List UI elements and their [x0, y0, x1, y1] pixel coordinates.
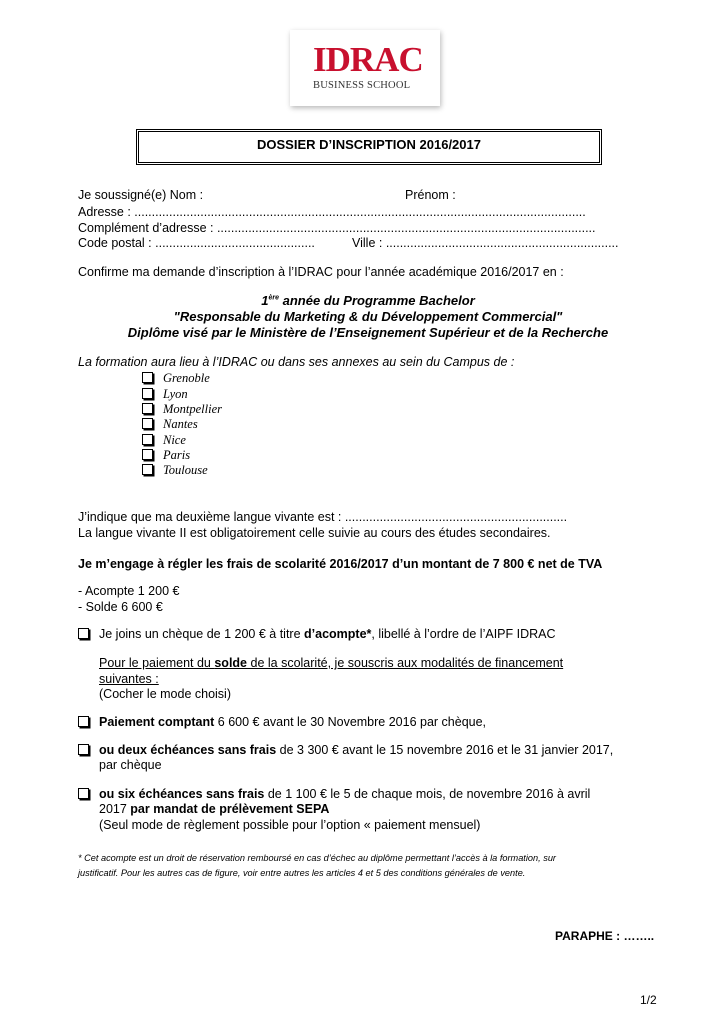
program-line-3: Diplôme visé par le Ministère de l’Enseignement Supérieur et de la Recherche: [127, 325, 609, 340]
option-text-line-2: par chèque: [99, 758, 162, 772]
option-bold: ou deux échéances sans frais: [99, 743, 277, 757]
campus-label: Nice: [163, 433, 186, 447]
checkbox-icon[interactable]: [142, 464, 153, 475]
ville-field[interactable]: Ville : ...................................................................: [352, 236, 619, 250]
option-text-line-2: [99, 802, 329, 816]
option-paiement-comptant[interactable]: [78, 715, 486, 729]
logo-subtitle: BUSINESS SCHOOL: [313, 80, 411, 91]
language-note: La langue vivante II est obligatoirement celle suivie au cours des études secondaires.: [78, 526, 551, 540]
option-text: 2017: [99, 802, 131, 816]
campus-label: Lyon: [163, 387, 188, 401]
checkbox-icon[interactable]: [142, 372, 153, 383]
fees-heading: Je m’engage à régler les frais de scolarité 2016/2017 d’un montant de 7 800 € net de TVA: [78, 557, 603, 571]
campus-option[interactable]: [142, 448, 190, 463]
payment-intro-hint: (Cocher le mode choisi): [99, 687, 231, 701]
campus-label: Grenoble: [163, 371, 210, 385]
acompte-line: - Acompte 1 200 €: [78, 584, 180, 598]
prenom-field[interactable]: Prénom :: [405, 188, 456, 202]
campus-option[interactable]: [142, 433, 186, 448]
payment-intro-text: Pour le paiement du: [99, 656, 215, 670]
campus-option[interactable]: [142, 402, 222, 417]
campus-option[interactable]: [142, 463, 208, 478]
payment-intro-text-end: de la scolarité, je souscris aux modalités de financement: [247, 656, 564, 670]
complement-adresse-field[interactable]: Complément d’adresse : .............................................................................................................: [78, 221, 596, 235]
program-line-1: [78, 293, 658, 308]
option-text: de 3 300 € avant le 15 novembre 2016 et le 31 janvier 2017,: [276, 743, 614, 757]
campus-label: Nantes: [163, 417, 198, 431]
logo-wordmark: IDRAC: [313, 40, 423, 79]
option-bold: par mandat de prélèvement SEPA: [130, 802, 330, 816]
program-year-sup: ère: [268, 294, 279, 302]
campus-intro: La formation aura lieu à l’IDRAC ou dans ses annexes au sein du Campus de :: [78, 355, 515, 369]
checkbox-icon[interactable]: [142, 449, 153, 460]
campus-label: Montpellier: [163, 402, 223, 416]
language-field[interactable]: J’indique que ma deuxième langue vivante est : ................................................................: [78, 510, 568, 524]
option-bold: Paiement comptant: [99, 715, 215, 729]
cheque-text: Je joins un chèque de 1 200 € à titre: [99, 627, 305, 641]
cheque-text-end: , libellé à l’ordre de l’AIPF IDRAC: [371, 627, 556, 641]
campus-option[interactable]: [142, 417, 198, 432]
footnote-line-1: * Cet acompte est un droit de réservation remboursé en cas d’échec au diplôme permettant l’accès à la formation, sur: [78, 853, 556, 863]
cheque-option[interactable]: [78, 627, 556, 641]
footnote-line-2: justificatif. Pour les autres cas de figure, voir entre autres les articles 4 et 5 des conditions générales de vente.: [78, 868, 526, 878]
campus-option[interactable]: [142, 371, 210, 386]
checkbox-icon[interactable]: [142, 403, 153, 414]
checkbox-icon[interactable]: [142, 388, 153, 399]
checkbox-icon[interactable]: [142, 418, 153, 429]
option-text: de 1 100 € le 5 de chaque mois, de novembre 2016 à avril: [264, 787, 591, 801]
checkbox-icon[interactable]: [78, 716, 89, 727]
payment-intro: [99, 656, 657, 670]
campus-option[interactable]: [142, 387, 188, 402]
campus-label: Toulouse: [163, 463, 208, 477]
option-note: (Seul mode de règlement possible pour l’option « paiement mensuel): [99, 818, 481, 832]
checkbox-icon[interactable]: [78, 628, 89, 639]
checkbox-icon[interactable]: [78, 788, 89, 799]
page-title: DOSSIER D’INSCRIPTION 2016/2017: [257, 137, 481, 152]
confirm-text: Confirme ma demande d’inscription à l’IDRAC pour l’année académique 2016/2017 en :: [78, 265, 564, 279]
program-year-num: 1: [261, 293, 269, 308]
program-line-1-rest: année du Programme Bachelor: [278, 293, 475, 308]
code-postal-field[interactable]: Code postal : ..............................................: [78, 236, 315, 250]
adresse-field[interactable]: Adresse : ..................................................................................................................................: [78, 205, 586, 219]
payment-intro-bold: solde: [214, 656, 248, 670]
option-text: 6 600 € avant le 30 Novembre 2016 par chèque,: [214, 715, 487, 729]
checkbox-icon[interactable]: [78, 744, 89, 755]
solde-line: - Solde 6 600 €: [78, 600, 163, 614]
option-bold: ou six échéances sans frais: [99, 787, 265, 801]
campus-label: Paris: [163, 448, 191, 462]
page-number: 1/2: [640, 993, 657, 1007]
payment-intro-line-2: suivantes :: [99, 672, 159, 686]
option-six-echeances[interactable]: [78, 787, 590, 801]
checkbox-icon[interactable]: [142, 434, 153, 445]
program-line-2: "Responsable du Marketing & du Développement Commercial": [173, 309, 563, 324]
nom-field[interactable]: Je soussigné(e) Nom :: [78, 188, 204, 202]
cheque-bold: d’acompte*: [304, 627, 372, 641]
paraphe-field[interactable]: PARAPHE : ……..: [555, 929, 655, 943]
option-deux-echeances[interactable]: [78, 743, 613, 757]
